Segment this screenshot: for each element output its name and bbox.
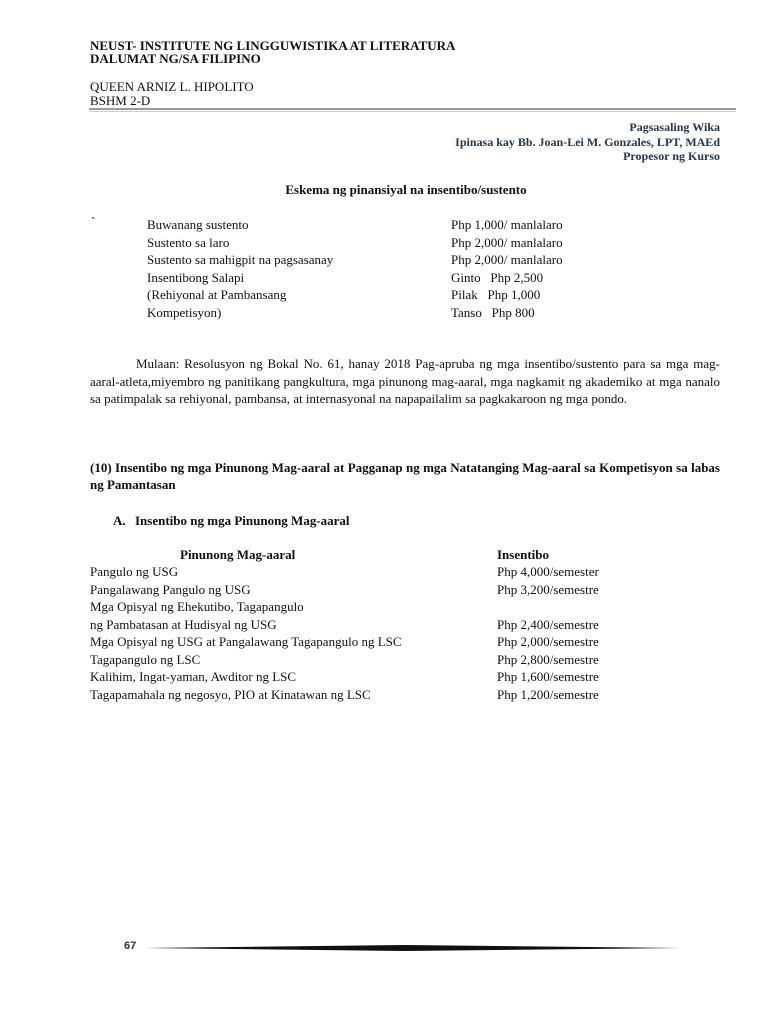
scheme-row-label: Insentibong Salapi — [147, 269, 245, 285]
scheme-row-label: Sustento sa laro — [147, 234, 230, 250]
scheme-row-label: Buwanang sustento — [147, 217, 249, 232]
scheme-row-value: Pilak Php 1,000 — [451, 287, 541, 302]
leader-incentive: Php 4,000/semester — [497, 564, 599, 579]
leader-incentive: Php 3,200/semestre — [497, 581, 599, 597]
table-row — [0, 686, 768, 703]
footer-rule — [145, 944, 680, 952]
scheme-row — [0, 304, 768, 321]
course-name: DALUMAT NG/SA FILIPINO — [90, 51, 261, 66]
scheme-row-label: (Rehiyonal at Pambansang — [147, 287, 287, 302]
table-row — [0, 651, 768, 668]
submitted-to: Ipinasa kay Bb. Joan-Lei M. Gonzales, LPT, MAEd — [455, 135, 720, 149]
professor-role: Propesor ng Kurso — [623, 149, 720, 163]
student-section: BSHM 2-D — [90, 93, 151, 108]
leader-incentive: Php 2,400/semestre — [497, 616, 599, 632]
scheme-title: Eskema ng pinansiyal na insentibo/sustento — [285, 182, 527, 197]
leader-incentive: Php 1,600/semestre — [497, 669, 599, 684]
scheme-row — [0, 234, 768, 251]
scheme-row-value: Php 2,000/ manlalaro — [451, 252, 563, 267]
scheme-row — [0, 286, 768, 303]
student-name: QUEEN ARNIZ L. HIPOLITO — [90, 79, 254, 94]
table-row — [0, 633, 768, 650]
leader-incentive: Php 2,800/semestre — [497, 651, 599, 667]
institute-name: NEUST- INSTITUTE NG LINGGUWISTIKA AT LITERATURA — [90, 38, 456, 53]
leader-incentive: Php 1,200/semestre — [497, 686, 599, 702]
scheme-row-label: Sustento sa mahigpit na pagsasanay — [147, 252, 334, 267]
subsection-a-marker: A. — [113, 513, 126, 528]
scheme-row-value: Php 1,000/ manlalaro — [451, 217, 563, 232]
scheme-row — [0, 216, 768, 233]
table-row — [0, 563, 768, 580]
leader-position: Mga Opisyal ng USG at Pangalawang Tagapangulo ng LSC — [90, 634, 402, 649]
section-10-heading: (10) Insentibo ng mga Pinunong Mag-aaral at Pagganap ng mga Natatanging Mag-aaral sa Kompetisyon sa labas ng Pamantasan — [90, 460, 720, 492]
col-header-incentive: Insentibo — [497, 547, 550, 562]
table-row — [0, 668, 768, 685]
table-row — [0, 616, 768, 633]
leader-incentive: Php 2,000/semestre — [497, 634, 599, 649]
table-row — [0, 598, 768, 615]
header-rule — [89, 108, 736, 110]
col-header-leader: Pinunong Mag-aaral — [180, 547, 296, 562]
leader-position: Mga Opisyal ng Ehekutibo, Tagapangulo — [90, 599, 304, 614]
leader-position: ng Pambatasan at Hudisyal ng USG — [90, 616, 277, 632]
leader-position: Pangalawang Pangulo ng USG — [90, 581, 251, 597]
source-paragraph: Mulaan: Resolusyon ng Bokal No. 61, hanay 2018 Pag-apruba ng mga insentibo/sustento para sa mga mag-aaral-atleta,miyembro ng panitikang pangkultura, mga pinunong mag-aaral, mga nagkamit ng akademiko at mga nanalo sa patimpalak sa rehiyonal, pambansa, at internasyonal na napapailalim sa pagkakaroon ng mga pondo. — [90, 356, 720, 407]
leader-position: Kalihim, Ingat-yaman, Awditor ng LSC — [90, 669, 297, 684]
subject-label: Pagsasaling Wika — [629, 120, 720, 134]
scheme-row — [0, 269, 768, 286]
page-number: 67 — [124, 940, 137, 952]
header-rule-shadow — [89, 111, 736, 112]
stray-mark: ` — [91, 214, 96, 229]
scheme-row-value: Ginto Php 2,500 — [451, 269, 544, 285]
scheme-row-value: Php 2,000/ manlalaro — [451, 234, 563, 250]
scheme-row — [0, 251, 768, 268]
leader-position: Tagapangulo ng LSC — [90, 651, 201, 667]
table-row — [0, 581, 768, 598]
leader-position: Pangulo ng USG — [90, 564, 179, 579]
leader-position: Tagapamahala ng negosyo, PIO at Kinatawan ng LSC — [90, 686, 371, 702]
subsection-a-title: Insentibo ng mga Pinunong Mag-aaral — [135, 513, 350, 528]
scheme-row-label: Kompetisyon) — [147, 304, 222, 320]
scheme-row-value: Tanso Php 800 — [451, 304, 535, 320]
